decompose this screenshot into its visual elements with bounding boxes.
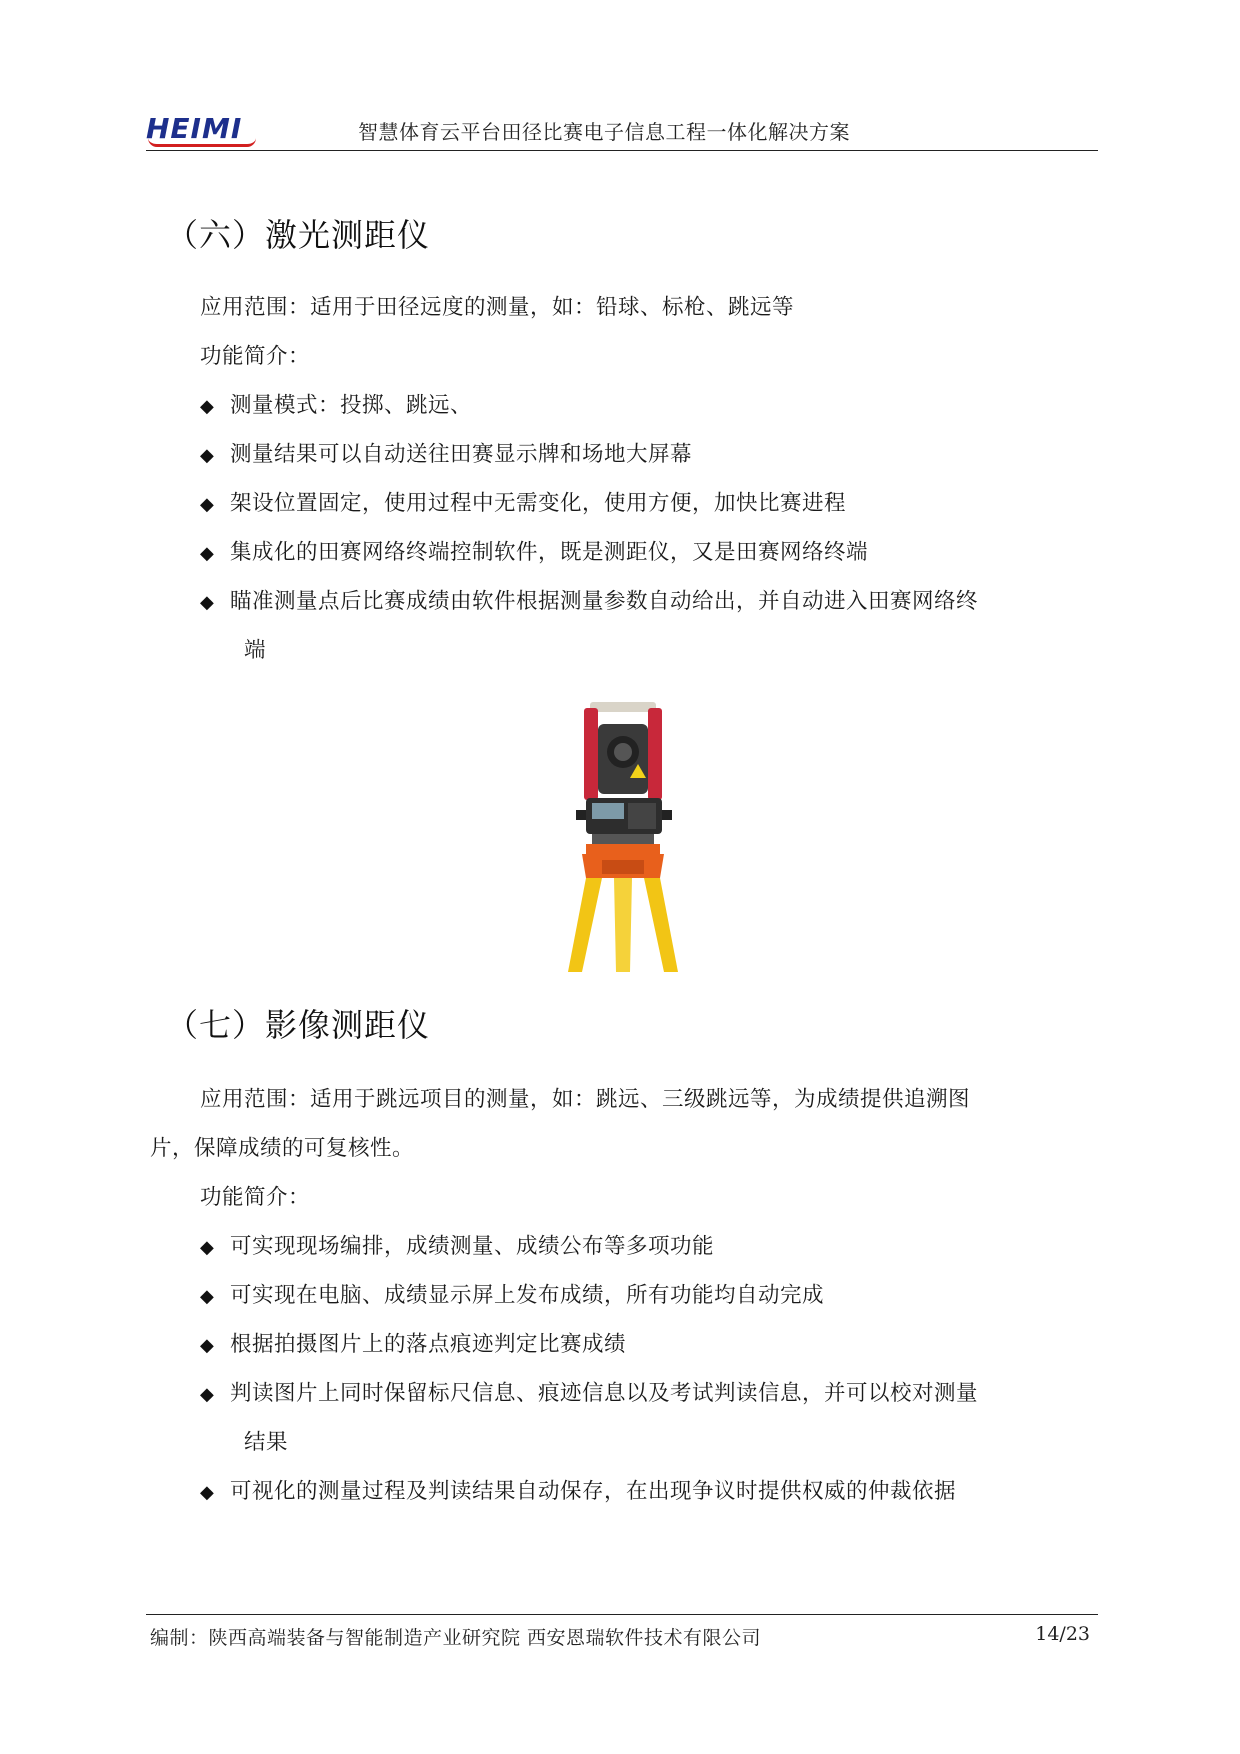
section6-bullet-4: ◆ 集成化的田赛网络终端控制软件，既是测距仪，又是田赛网络终端: [200, 540, 869, 565]
section6-bullet-3: ◆ 架设位置固定，使用过程中无需变化，使用方便，加快比赛进程: [200, 491, 847, 516]
diamond-bullet-icon: ◆: [200, 592, 215, 613]
diamond-bullet-icon: ◆: [200, 1384, 215, 1405]
diamond-bullet-icon: ◆: [200, 1335, 215, 1356]
company-logo: [146, 112, 242, 145]
footer-compiler: 编制：陕西高端装备与智能制造产业研究院 西安恩瑞软件技术有限公司: [150, 1627, 762, 1649]
section6-bullet-5: ◆ 瞄准测量点后比赛成绩由软件根据测量参数自动给出，并自动进入田赛网络终: [200, 589, 979, 614]
logo-text: HEIMI: [146, 112, 243, 145]
diamond-bullet-icon: ◆: [200, 445, 215, 466]
diamond-bullet-icon: ◆: [200, 396, 215, 417]
section6-bullet-1: ◆ 测量模式：投掷、跳远、: [200, 393, 473, 418]
section6-intro-label: 功能简介：: [200, 344, 311, 369]
header-title: 智慧体育云平台田径比赛电子信息工程一体化解决方案: [358, 120, 850, 144]
page-footer: [146, 1614, 1098, 1651]
diamond-bullet-icon: ◆: [200, 1286, 215, 1307]
section7-bullet-5: ◆ 可视化的测量过程及判读结果自动保存，在出现争议时提供权威的仲裁依据: [200, 1479, 957, 1504]
section6-bullet-2: ◆ 测量结果可以自动送往田赛显示牌和场地大屏幕: [200, 442, 693, 467]
section6-bullet-5-continuation: 端: [244, 638, 267, 663]
section7-bullet-4: ◆ 判读图片上同时保留标尺信息、痕迹信息以及考试判读信息，并可以校对测量: [200, 1381, 979, 1406]
section7-intro-label: 功能简介：: [200, 1185, 311, 1210]
page-header: [146, 100, 1098, 151]
section6-heading: （六）激光测距仪: [166, 216, 431, 254]
section6-scope: 应用范围：适用于田径远度的测量，如：铅球、标枪、跳远等: [200, 295, 795, 320]
diamond-bullet-icon: ◆: [200, 1482, 215, 1503]
logo-swoosh: [148, 138, 256, 147]
section7-bullet-1: ◆ 可实现现场编排，成绩测量、成绩公布等多项功能: [200, 1234, 715, 1259]
section7-bullet-4-continuation: 结果: [244, 1430, 289, 1455]
section7-bullet-3: ◆ 根据拍摄图片上的落点痕迹判定比赛成绩: [200, 1332, 627, 1357]
diamond-bullet-icon: ◆: [200, 543, 215, 564]
laser-rangefinder-image: [568, 700, 678, 972]
page-number: 14/23: [1035, 1623, 1090, 1645]
section7-heading: （七）影像测距仪: [166, 1006, 431, 1044]
section7-scope-line1: 应用范围：适用于跳远项目的测量，如：跳远、三级跳远等，为成绩提供追溯图: [200, 1087, 971, 1112]
diamond-bullet-icon: ◆: [200, 1237, 215, 1258]
section7-bullet-2: ◆ 可实现在电脑、成绩显示屏上发布成绩，所有功能均自动完成: [200, 1283, 825, 1308]
section7-scope-line2: 片，保障成绩的可复核性。: [150, 1136, 415, 1161]
diamond-bullet-icon: ◆: [200, 494, 215, 515]
